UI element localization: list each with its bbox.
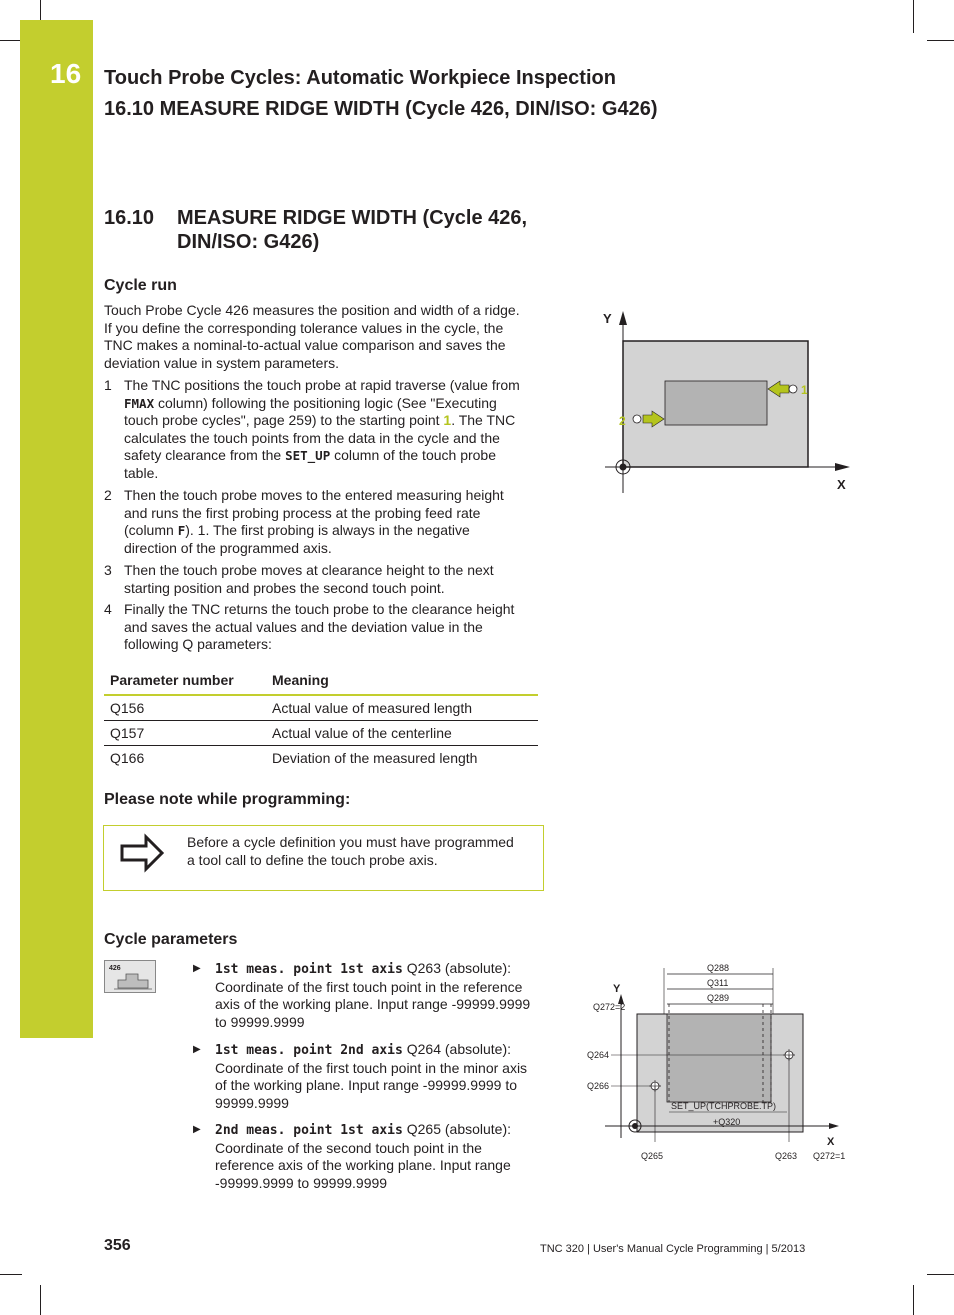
point-1-label: 1 <box>801 383 808 397</box>
page-number: 356 <box>104 1237 131 1254</box>
meaning-cell: Actual value of measured length <box>266 695 538 721</box>
param-line: axis of the working plane. Input range -99999.9999 <box>215 996 531 1013</box>
point-ref: 1 <box>443 412 452 429</box>
q265-label: Q265 <box>641 1151 664 1161</box>
section-title-line2: DIN/ISO: G426) <box>177 231 320 253</box>
intro-line: If you define the corresponding tolerance values in the cycle, the <box>104 319 504 336</box>
crop-mark <box>0 40 22 41</box>
setup-label: SET_UP(TCHPROBE.TP) <box>671 1101 777 1111</box>
cycle-run-heading: Cycle run <box>104 277 177 294</box>
cycle-run-diagram <box>595 305 860 495</box>
q272-2-label: Q272=2 <box>593 1002 626 1012</box>
table-row <box>104 746 538 771</box>
param-name: 1st meas. point 1st axis <box>215 962 403 977</box>
param-q: Q263 (absolute): <box>402 960 512 976</box>
param-line <box>215 1121 550 1140</box>
crop-mark <box>0 1274 22 1275</box>
crop-mark <box>927 40 954 41</box>
note-line: Before a cycle definition you must have programmed <box>187 834 514 850</box>
x-axis-label: X <box>827 1136 835 1148</box>
section-number: 16.10 <box>104 207 155 229</box>
param-line: reference axis of the working plane. Input range <box>215 1157 511 1174</box>
param-line: Coordinate of the first touch point in the reference <box>215 978 523 995</box>
param-cell: Q166 <box>110 750 145 766</box>
softkey-label: 426 <box>109 965 121 972</box>
cycle-params-heading: Cycle parameters <box>104 931 238 948</box>
keyword: F <box>177 523 186 539</box>
param-q: Q264 (absolute): <box>402 1041 512 1057</box>
q320-label: +Q320 <box>713 1117 741 1127</box>
step-line: Then the touch probe moves to the entered measuring height <box>124 487 504 503</box>
step-text: touch probe cycles", page 259) to the starting point <box>124 412 444 429</box>
step-line: and saves the actual values and the deviation value in the <box>124 618 483 635</box>
crop-mark <box>913 0 914 33</box>
origin-dot <box>632 1123 638 1129</box>
x-axis-label: X <box>837 477 846 492</box>
param-line: of the working plane. Input range -99999.9999 to <box>215 1077 517 1094</box>
q272-1-label: Q272=1 <box>813 1151 846 1161</box>
list-item-number: 3 <box>104 562 112 578</box>
note-box <box>103 825 544 891</box>
param-line: Coordinate of the first touch point in the minor axis <box>215 1059 528 1076</box>
bullet-triangle-icon: ▶ <box>193 1124 201 1135</box>
q264-label: Q264 <box>587 1050 610 1060</box>
list-item-number: 2 <box>104 487 112 503</box>
crop-mark <box>40 1285 41 1315</box>
bullet-triangle-icon: ▶ <box>193 1044 201 1055</box>
param-name: 2nd meas. point 1st axis <box>215 1123 403 1138</box>
y-axis-label: Y <box>603 311 612 326</box>
param-cell: Q156 <box>104 695 266 721</box>
running-section-title: 16.10 MEASURE RIDGE WIDTH (Cycle 426, DIN/ISO: G426) <box>104 98 658 120</box>
keyword: FMAX <box>124 395 155 411</box>
intro-line: deviation value in system parameters. <box>104 354 339 371</box>
chapter-number: 16 <box>50 58 82 89</box>
param-q: Q265 (absolute): <box>402 1121 512 1137</box>
note-icon-cell <box>104 826 186 890</box>
x-axis-arrow <box>829 1123 839 1129</box>
param-line: 99999.9999 <box>215 1094 289 1111</box>
step-text: ). 1. The first probing is always in the negative <box>185 522 470 539</box>
step-line: and runs the first probing process at the probing feed rate <box>124 504 481 521</box>
arrow-right-icon <box>104 826 186 890</box>
step-line: calculates the touch points from the data in the cycle and the <box>124 429 500 446</box>
keyword: SET_UP <box>285 448 331 464</box>
column-header: Meaning <box>266 668 538 695</box>
intro-line: TNC makes a nominal-to-actual value comparison and saves the <box>104 337 506 354</box>
q311-label: Q311 <box>707 978 729 988</box>
q266-label: Q266 <box>587 1081 610 1091</box>
probe-ball-icon <box>789 385 797 393</box>
step-line <box>124 447 539 465</box>
step-text: (column <box>124 522 178 539</box>
intro-line: Touch Probe Cycle 426 measures the position and width of a ridge. <box>104 302 520 318</box>
step-text: column of the touch probe <box>330 447 497 464</box>
cycle-426-softkey[interactable] <box>104 960 156 993</box>
step-text: . The TNC <box>451 412 516 429</box>
param-line: -99999.9999 to 99999.9999 <box>215 1174 388 1191</box>
step-line: The TNC positions the touch probe at rapid traverse (value from <box>124 377 520 393</box>
step-line: starting position and probes the second touch point. <box>124 579 445 596</box>
crop-mark <box>913 1285 914 1315</box>
step-line: Then the touch probe moves at clearance height to the next <box>124 562 494 578</box>
origin-dot <box>620 464 627 471</box>
probe-ball-icon <box>633 415 641 423</box>
section-title-line1: MEASURE RIDGE WIDTH (Cycle 426, <box>177 207 528 229</box>
footer-text: TNC 320 | User's Manual Cycle Programming | 5/2013 <box>540 1243 806 1255</box>
note-heading: Please note while programming: <box>104 791 351 808</box>
step-text: column) following the positioning logic (See "Executing <box>154 394 497 411</box>
y-axis-arrow <box>619 311 627 325</box>
note-text <box>187 834 539 869</box>
step-line <box>124 522 539 540</box>
step-line: table. <box>124 464 159 481</box>
cycle-params-diagram <box>585 958 860 1168</box>
param-line: Coordinate of the second touch point in the <box>215 1139 482 1156</box>
q288-label: Q288 <box>707 963 730 973</box>
step-text: safety clearance from the <box>124 447 286 464</box>
table-header-row <box>104 668 538 695</box>
ridge <box>665 381 767 425</box>
meaning-cell: Deviation of the measured length <box>272 750 478 766</box>
step-line: Finally the TNC returns the touch probe to the clearance height <box>124 601 515 617</box>
q263-label: Q263 <box>775 1151 798 1161</box>
x-axis-arrow <box>835 463 850 471</box>
bullet-triangle-icon: ▶ <box>193 963 201 974</box>
step-line: following Q parameters: <box>124 636 272 653</box>
param-name: 1st meas. point 2nd axis <box>215 1043 403 1058</box>
chapter-title: Touch Probe Cycles: Automatic Workpiece Inspection <box>104 67 616 89</box>
y-axis-label: Y <box>613 983 621 995</box>
note-line: a tool call to define the touch probe axis. <box>187 851 438 868</box>
param-cell: Q157 <box>104 721 266 746</box>
point-2-label: 2 <box>619 414 626 428</box>
q289-label: Q289 <box>707 993 730 1003</box>
chapter-sidebar <box>20 20 93 1038</box>
meaning-cell: Actual value of the centerline <box>266 721 538 746</box>
list-item-number: 1 <box>104 377 112 393</box>
step-line <box>124 395 539 413</box>
step-line: direction of the programmed axis. <box>124 539 332 556</box>
table-row <box>104 695 538 721</box>
ridge <box>667 1014 771 1102</box>
cycle-run-intro <box>104 302 544 372</box>
param-line <box>215 1041 550 1060</box>
table-row <box>104 721 538 746</box>
column-header: Parameter number <box>104 668 266 695</box>
step-line <box>124 412 539 430</box>
crop-mark <box>927 1274 954 1275</box>
param-line <box>215 960 550 979</box>
param-line: to 99999.9999 <box>215 1013 305 1030</box>
list-item-number: 4 <box>104 601 112 617</box>
q-parameter-table <box>104 668 538 770</box>
